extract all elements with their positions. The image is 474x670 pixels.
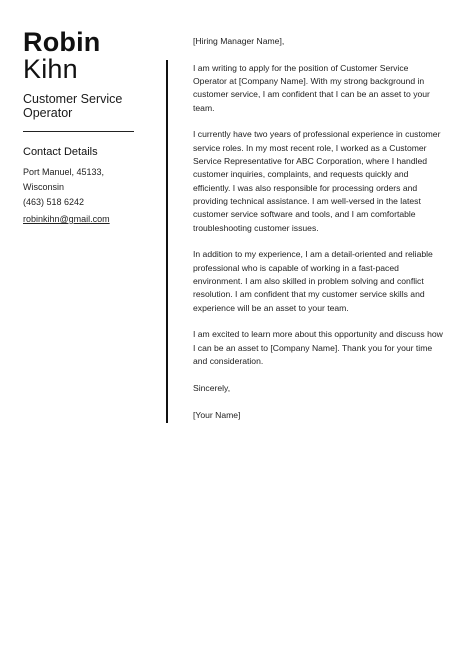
contact-details — [23, 165, 135, 227]
letter-paragraph: I currently have two years of professional experience in customer service roles. In my most recent role, I worked as a Customer Service Representative for ABC Corporation, where I handled customer inquiries, complaints, and requests quickly and efficiently. I was also responsible for processing orders and providing technical assistance. I am well-versed in the latest customer service software and tools, and I am comfortable troubleshooting customer issues. — [193, 129, 441, 233]
sidebar — [23, 28, 135, 227]
phone-number: (463) 518 6242 — [23, 197, 85, 207]
letter-signature: [Your Name] — [193, 409, 241, 420]
address-line-2: Wisconsin — [23, 182, 65, 192]
letter-paragraph: In addition to my experience, I am a detail-oriented and reliable professional who is capable of working in a fast-paced environment. I am also skilled in problem solving and conflict resolution. I am confident that my customer service skills and experience will be an asset to your team. — [193, 249, 433, 313]
job-title: Customer Service Operator — [23, 92, 123, 120]
email-link[interactable]: robinkihn@gmail.com — [23, 214, 110, 224]
letter-body — [193, 35, 443, 435]
letter-closing: Sincerely, — [193, 382, 231, 393]
sidebar-divider — [23, 131, 134, 132]
address-line-1: Port Manuel, 45133, — [23, 167, 105, 177]
letter-salutation: [Hiring Manager Name], — [193, 36, 285, 46]
candidate-last-name: Kihn — [23, 54, 78, 84]
letter-paragraph: I am excited to learn more about this opportunity and discuss how I can be an asset to [Company Name]. Thank you for your time and consideration. — [193, 329, 443, 366]
contact-details-heading: Contact Details — [23, 146, 98, 158]
vertical-divider — [166, 60, 168, 423]
candidate-first-name: Robin — [23, 27, 101, 57]
letter-paragraph: I am writing to apply for the position of Customer Service Operator at [Company Name]. With my strong background in customer service, I am confident that I can be an asset to your team. — [193, 62, 430, 113]
